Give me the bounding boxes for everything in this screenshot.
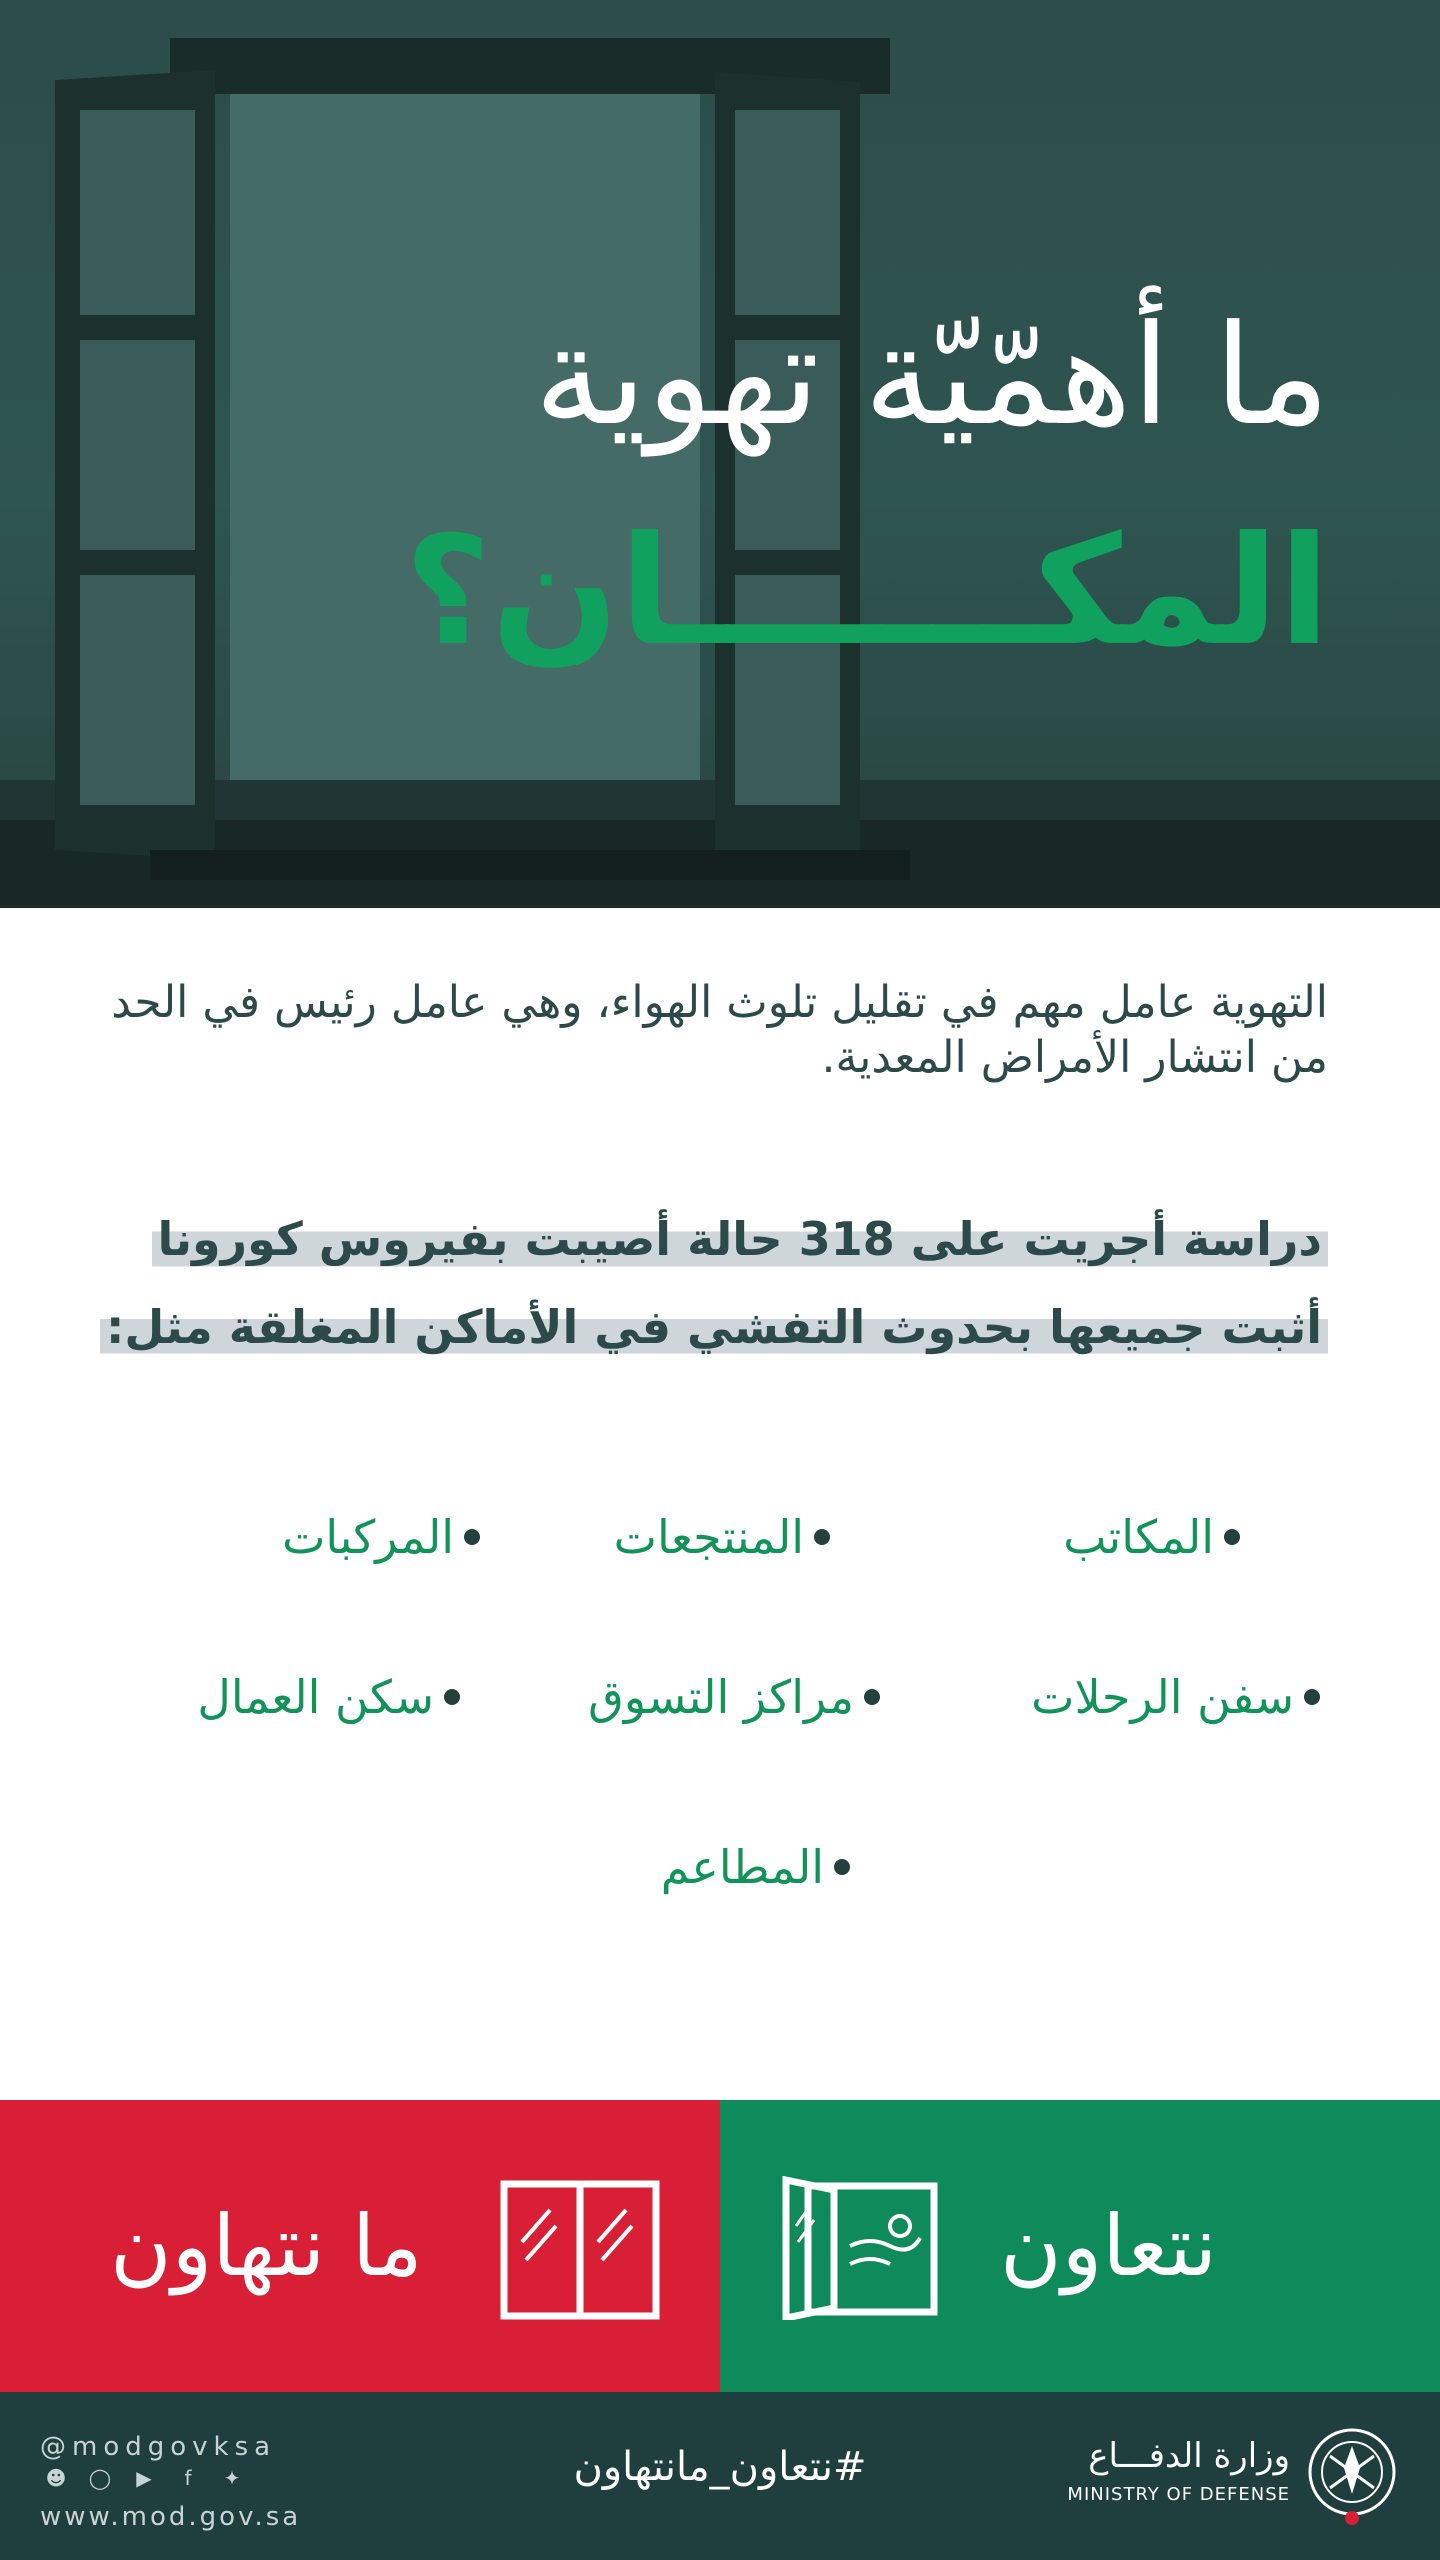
hero-title-highlight: المكـــــــان؟ — [404, 505, 1330, 679]
bullet-icon — [444, 1689, 460, 1705]
study-statement — [78, 1205, 1328, 1380]
bullet-icon — [864, 1689, 880, 1705]
place-item: المطاعم — [661, 1840, 850, 1894]
ministry-name-en: MINISTRY OF DEFENSE — [1067, 2484, 1290, 2505]
cta-banner — [0, 2100, 1440, 2392]
youtube-icon[interactable]: ▶ — [136, 2466, 152, 2490]
open-window-icon — [780, 2176, 940, 2320]
place-item: المركبات — [282, 1510, 480, 1564]
intro-paragraph: التهوية عامل مهم في تقليل تلوث الهواء، وهي عامل رئيس في الحد من انتشار الأمراض المعدية. — [111, 977, 1328, 1083]
places-list — [0, 1470, 1440, 1930]
study-line-1: دراسة أجريت على 318 حالة أصيبت بفيروس كورونا — [152, 1205, 1328, 1275]
bullet-icon — [1224, 1529, 1240, 1545]
ministry-name-ar: وزارة الدفـــاع — [1088, 2436, 1290, 2476]
place-item: المنتجعات — [614, 1510, 830, 1564]
website-link[interactable]: www.mod.gov.sa — [40, 2502, 302, 2532]
footer — [0, 2392, 1440, 2560]
campaign-hashtag: #نتعاون_مانتهاون — [573, 2444, 867, 2490]
cta-red-panel — [0, 2100, 720, 2392]
cta-green-label: نتعاون — [1000, 2197, 1218, 2295]
bullet-icon — [464, 1529, 480, 1545]
cta-red-label: ما نتهاون — [110, 2197, 423, 2295]
place-item: مراكز التسوق — [588, 1670, 880, 1724]
place-item: سفن الرحلات — [1031, 1670, 1320, 1724]
place-item: سكن العمال — [197, 1670, 460, 1724]
bullet-icon — [834, 1859, 850, 1875]
social-handle: @modgovksa — [40, 2432, 277, 2462]
study-line-2: أثبت جميعها بحدوث التفشي في الأماكن المغلقة مثل: — [100, 1293, 1328, 1363]
hero-title: ما أهمّيّة تهوية — [534, 295, 1330, 456]
facebook-icon[interactable]: f — [184, 2466, 192, 2490]
bullet-icon — [1304, 1689, 1320, 1705]
cta-green-panel — [720, 2100, 1440, 2392]
twitter-icon[interactable]: ✦ — [223, 2466, 241, 2490]
instagram-icon[interactable]: ◯ — [88, 2466, 112, 2490]
bullet-icon — [814, 1529, 830, 1545]
place-item: المكاتب — [1063, 1510, 1240, 1564]
hero-section — [0, 0, 1440, 908]
snapchat-icon[interactable]: ☻ — [45, 2466, 67, 2490]
closed-window-icon — [500, 2180, 660, 2320]
ministry-emblem-icon — [1304, 2422, 1400, 2530]
